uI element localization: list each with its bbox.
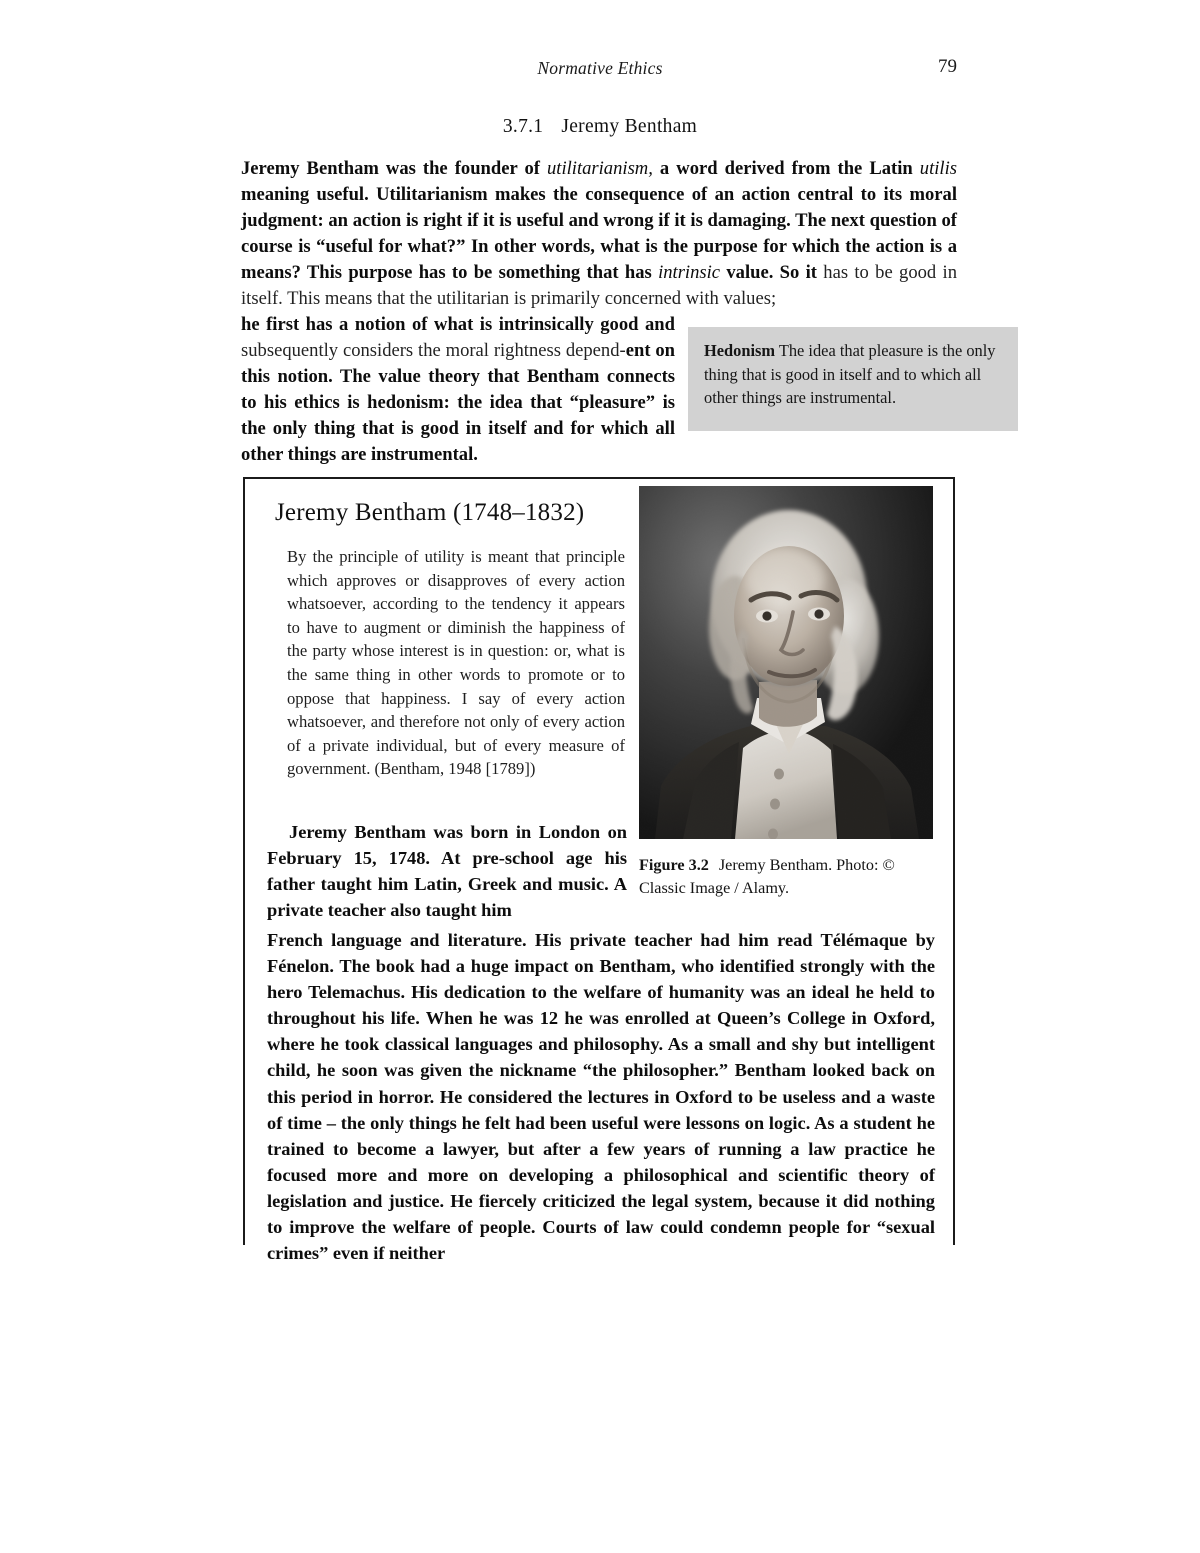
portrait-illustration	[639, 486, 933, 839]
para1-segment-f: ent on this notion. The value theory that Bentham connects to his ethics is hedonism: the idea that “pleasure” is the only thing that is good in itself and for which all other things are instrumental.	[241, 340, 675, 466]
para1-segment-e: he first has a notion of what is intrinsically good and	[241, 314, 675, 335]
para1-italic-utilitarianism: utilitarianism,	[546, 158, 653, 179]
body-paragraph-top	[241, 156, 957, 313]
bentham-quote	[287, 545, 625, 781]
paragraph-1	[241, 156, 957, 313]
body-paragraph-narrow	[241, 312, 675, 469]
bentham-portrait-image	[639, 486, 933, 839]
para1-italic-intrinsic: intrinsic	[658, 262, 721, 284]
figure-label: Figure 3.2	[639, 856, 709, 874]
para1-segment-light: has to be good in itself. This means that the utilitarian is primarily concerned with values;	[241, 262, 957, 310]
section-heading	[243, 116, 957, 138]
running-head	[243, 58, 957, 84]
page-number: 79	[938, 56, 957, 77]
feature-box-bentham	[243, 477, 955, 1264]
portrait-figure	[639, 486, 933, 839]
feature-box-title: Jeremy Bentham (1748–1832)	[275, 499, 585, 526]
paragraph-1-continued	[241, 312, 675, 469]
section-number: 3.7.1	[502, 116, 544, 137]
definition-text	[704, 339, 1002, 410]
bio-full-text: French language and literature. His private teacher had him read Télémaque by Fénelon. The book had a huge impact on Bentham, who identified strongly with the hero Telemachus. His dedication to the welfare of humanity was an ideal he held to throughout his life. When he was 12 he was enrolled at Queen’s College in Oxford, where he took classical languages and philosophy. As a small and shy but intelligent child, he soon was given the nickname “the philosopher.” Bentham looked back on this period in horror. He considered the lectures in Oxford to be useless and a waste of time – the only things he felt had been useful were lessons on logic. As a student he trained to become a lawyer, but after a few years of running a law practice he focused more and more on developing a philosophical and scientific theory of legislation and justice. He fiercely criticized the legal system, because it did nothing to improve the welfare of people. Courts of law could condemn people for “sexual crimes” even if neither	[267, 930, 935, 1264]
definition-box-hedonism	[688, 327, 1018, 431]
para1-segment-light2: subsequently considers the moral rightness depend-	[241, 340, 626, 362]
section-title: Jeremy Bentham	[561, 116, 698, 137]
quote-text: By the principle of utility is meant that principle which approves or disapproves of every action whatsoever, according to the tendency it appears to have to augment or diminish the happiness of the party whose interest is in question: or, what is the same thing in other words to promote or to oppose that happiness. I say of every action whatsoever, and therefore not only of every action of a private individual, but of every measure of government. (Bentham, 1948 [1789])	[287, 547, 625, 779]
definition-term: Hedonism	[704, 341, 776, 360]
para1-italic-utilis: utilis	[919, 158, 957, 179]
para1-segment-a: Jeremy Bentham was the founder of	[241, 158, 547, 179]
figure-caption	[639, 854, 939, 900]
bio-narrow-text: Jeremy Bentham was born in London on February 15, 1748. At pre-school age his father taught him Latin, Greek and music. A private teacher also taught him	[267, 822, 627, 920]
bio-paragraph-narrow	[267, 819, 627, 923]
para1-segment-b: a word derived from the Latin	[652, 158, 920, 179]
definition-body: The idea that pleasure is the only thing that is good in itself and to which all other things are instrumental.	[704, 341, 996, 408]
figure-caption-text: Jeremy Bentham. Photo: © Classic Image / Alamy.	[639, 856, 895, 897]
running-head-title: Normative Ethics	[537, 58, 663, 78]
para1-segment-c: meaning useful. Utilitarianism makes the consequence of an action central to its moral judgment: an action is right if it is useful and wrong if it is damaging. The next question of course is “useful for what?” In other words, what is the purpose for which the action is a means? This purpose has to be something that has	[241, 184, 957, 284]
para1-segment-d: value. So it	[720, 262, 824, 284]
bio-paragraph-full	[267, 927, 935, 1266]
